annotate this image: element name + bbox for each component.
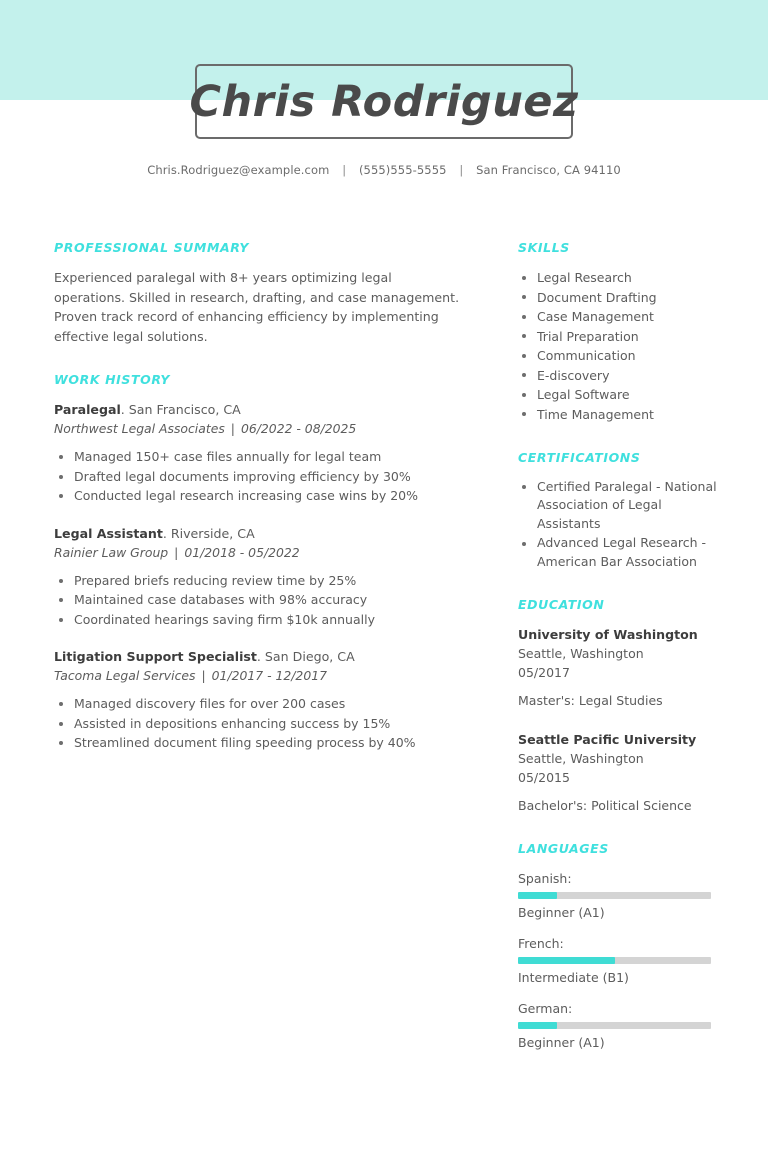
right-column (518, 240, 718, 1078)
job-dates: 06/2022 - 08/2025 (240, 421, 357, 436)
skills-list (518, 268, 718, 424)
job-bullet-list (54, 447, 466, 506)
job-title: Paralegal (54, 402, 121, 417)
section-professional-summary (54, 240, 466, 346)
job-bullet: Drafted legal documents improving efficiency by 30% (54, 467, 466, 487)
education-degree: Master's: Legal Studies (518, 693, 663, 708)
job-meta-line (54, 419, 466, 438)
skill-item: Document Drafting (518, 288, 718, 307)
professional-summary-text: Experienced paralegal with 8+ years optimizing legal operations. Skilled in research, drafting, and case management. Proven track record of enhancing efficiency by implementing effective legal solutions. (54, 270, 460, 344)
section-heading-skills: SKILLS (518, 240, 570, 255)
job-meta-separator: | (174, 544, 179, 560)
language-name: French: (518, 936, 564, 951)
job-meta-line (54, 666, 466, 685)
job-location: . San Diego, CA (256, 649, 355, 664)
job-bullet: Managed 150+ case files annually for legal team (54, 447, 466, 467)
language-proficiency-bar (518, 1022, 711, 1029)
contact-line (0, 163, 768, 177)
language-proficiency-fill (518, 1022, 557, 1029)
work-history-entry (54, 647, 466, 753)
job-bullet-list (54, 694, 466, 753)
skill-item: Trial Preparation (518, 327, 718, 346)
job-bullet: Streamlined document filing speeding process by 40% (54, 733, 466, 753)
skill-item: Time Management (518, 405, 718, 424)
section-heading-languages: LANGUAGES (518, 841, 609, 856)
job-bullet-list (54, 571, 466, 630)
left-column (54, 240, 466, 779)
section-heading-certifications: CERTIFICATIONS (518, 449, 641, 465)
job-dates: 01/2018 - 05/2022 (184, 544, 300, 560)
skill-item: Legal Software (518, 385, 718, 404)
section-languages (518, 841, 718, 1052)
contact-location: San Francisco, CA 94110 (476, 163, 621, 177)
job-bullet: Managed discovery files for over 200 cases (54, 694, 466, 714)
work-history-entry (54, 400, 466, 506)
language-proficiency-fill (518, 957, 615, 964)
job-bullet: Assisted in depositions enhancing success by 15% (54, 714, 466, 734)
certification-item: Certified Paralegal - National Association of Legal Assistants (518, 478, 718, 534)
language-name: German: (518, 1001, 573, 1016)
certification-item: Advanced Legal Research - American Bar Association (518, 534, 718, 571)
language-proficiency-bar (518, 892, 711, 899)
contact-email[interactable]: Chris.Rodriguez@example.com (147, 163, 330, 177)
job-title-line (54, 524, 466, 543)
name-box (189, 64, 579, 139)
job-company: Northwest Legal Associates (54, 421, 225, 436)
section-certifications (518, 450, 718, 572)
education-entry (518, 625, 718, 710)
section-heading-education: EDUCATION (518, 597, 605, 612)
contact-separator-1: | (342, 163, 347, 177)
contact-phone[interactable]: (555)555-5555 (358, 163, 447, 177)
skill-item: E-discovery (518, 366, 718, 385)
language-level: Beginner (A1) (518, 905, 605, 920)
job-title: Legal Assistant (54, 525, 163, 541)
education-degree: Bachelor's: Political Science (518, 798, 692, 813)
education-place: Seattle, Washington (518, 646, 644, 661)
job-title-line (54, 647, 466, 666)
education-date: 05/2017 (518, 665, 570, 680)
job-meta-separator: | (230, 421, 235, 436)
education-school: University of Washington (518, 627, 698, 642)
education-date: 05/2015 (518, 770, 570, 785)
section-education (518, 597, 718, 815)
education-entry (518, 730, 718, 815)
job-location: . San Francisco, CA (120, 402, 241, 417)
job-location: . Riverside, CA (162, 525, 255, 541)
language-name: Spanish: (518, 871, 572, 886)
language-level: Beginner (A1) (518, 1035, 605, 1050)
work-history-entry (54, 524, 466, 630)
job-meta-separator: | (201, 668, 206, 683)
skill-item: Legal Research (518, 268, 718, 287)
section-work-history (54, 372, 466, 753)
skill-item: Case Management (518, 307, 718, 326)
job-company: Tacoma Legal Services (54, 668, 196, 683)
language-level: Intermediate (B1) (518, 970, 629, 985)
language-entry (518, 999, 718, 1052)
candidate-name: Chris Rodriguez (189, 76, 579, 127)
language-entry (518, 934, 718, 987)
education-place: Seattle, Washington (518, 751, 644, 766)
job-bullet: Prepared briefs reducing review time by 25% (54, 571, 466, 591)
language-entry (518, 869, 718, 922)
job-meta-line (54, 543, 466, 562)
job-bullet: Coordinated hearings saving firm $10k annually (54, 610, 466, 630)
job-dates: 01/2017 - 12/2017 (211, 668, 327, 683)
job-title: Litigation Support Specialist (54, 649, 257, 664)
job-title-line (54, 400, 466, 419)
job-bullet: Maintained case databases with 98% accuracy (54, 590, 466, 610)
skill-item: Communication (518, 346, 718, 365)
section-heading-professional-summary: PROFESSIONAL SUMMARY (54, 240, 250, 255)
job-company: Rainier Law Group (54, 544, 169, 560)
education-school: Seattle Pacific University (518, 732, 697, 747)
contact-separator-2: | (459, 163, 464, 177)
language-proficiency-bar (518, 957, 711, 964)
section-skills (518, 240, 718, 424)
language-proficiency-fill (518, 892, 557, 899)
job-bullet: Conducted legal research increasing case wins by 20% (54, 486, 466, 506)
section-heading-work-history: WORK HISTORY (54, 372, 171, 387)
certifications-list (518, 478, 718, 572)
